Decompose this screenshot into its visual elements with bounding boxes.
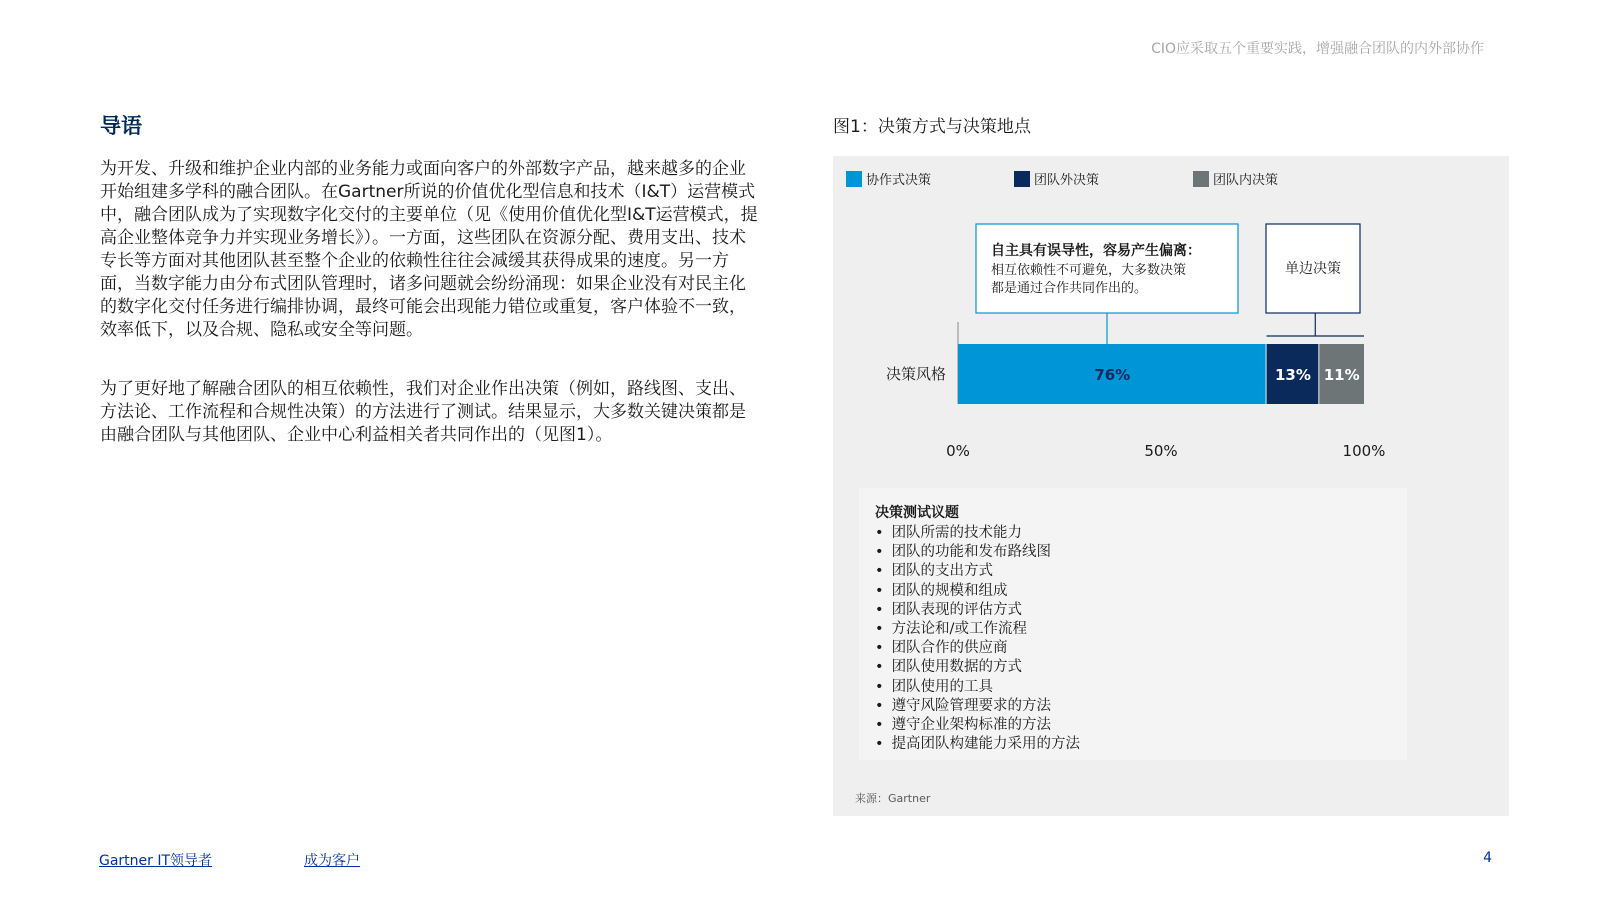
legend-swatch (846, 171, 862, 187)
annotation-text: 单边决策 (1285, 261, 1341, 277)
footer-link-gartner-it-leaders[interactable]: Gartner IT领导者 (99, 853, 213, 869)
topic-item: • 遵守风险管理要求的方法 (875, 697, 1080, 716)
page-number: 4 (1483, 850, 1492, 866)
topic-item: • 团队表现的评估方式 (875, 601, 1080, 620)
x-tick-label: 0% (946, 442, 970, 460)
topic-item: • 团队使用数据的方式 (875, 658, 1080, 677)
bar-data-label: 76% (1094, 366, 1131, 384)
topic-item: • 团队的功能和发布路线图 (875, 543, 1080, 562)
topic-item: • 团队使用的工具 (875, 678, 1080, 697)
document-header-title: CIO应采取五个重要实践，增强融合团队的内外部协作 (1151, 41, 1484, 57)
legend-swatch (1014, 171, 1030, 187)
intro-paragraph-1: 为开发、升级和维护企业内部的业务能力或面向客户的外部数字产品，越来越多的企业开始组建多学科的融合团队。在Gartner所说的价值优化型信息和技术（I&T）运营模式中，融合团队成为了实现数字化交付的主要单位（见《使用价值优化型I&T运营模式，提高企业整体竞争力并实现业务增长》）。一方面，这些团队在资源分配、费用支出、技术专长等方面对其他团队甚至整个企业的依赖性往往会减缓其获得成果的速度。另一方面，当数字能力由分布式团队管理时，诸多问题就会纷纷涌现：如果企业没有对民主化的数字化交付任务进行编排协调，最终可能会出现能力错位或重复，客户体验不一致，效率低下，以及合规、隐私或安全等问题。 (100, 159, 758, 340)
annotation-text: 都是通过合作共同作出的。 (991, 281, 1148, 296)
bar-data-label: 13% (1274, 366, 1311, 384)
footer-link-become-client[interactable]: 成为客户 (304, 853, 360, 869)
bar-data-label: 11% (1323, 366, 1360, 384)
intro-paragraph-2: 为了更好地了解融合团队的相互依赖性，我们对企业作出决策（例如，路线图、支出、方法论、工作流程和合规性决策）的方法进行了测试。结果显示，大多数关键决策都是由融合团队与其他团队、企业中心利益相关者共同作出的（见图1）。 (100, 379, 746, 445)
topics-title: 决策测试议题 (875, 505, 959, 521)
legend-label: 团队外决策 (1034, 173, 1100, 188)
topic-item: • 团队的支出方式 (875, 562, 1080, 581)
section-heading: 导语 (100, 114, 142, 138)
decision-topics-box (859, 488, 1407, 760)
figure-source: 来源：Gartner (855, 792, 931, 805)
x-tick-label: 100% (1342, 442, 1386, 460)
figure-title: 图1：决策方式与决策地点 (833, 117, 1031, 137)
topic-item: • 遵守企业架构标准的方法 (875, 716, 1080, 735)
legend-label: 团队内决策 (1213, 173, 1279, 188)
topics-list (875, 524, 1080, 754)
topic-item: • 团队合作的供应商 (875, 639, 1080, 658)
x-tick-label: 50% (1144, 442, 1178, 460)
figure-panel (833, 156, 1509, 816)
topic-item: • 团队的规模和组成 (875, 582, 1080, 601)
annotation-title: 自主具有误导性，容易产生偏离： (991, 243, 1201, 259)
category-label: 决策风格 (885, 365, 946, 383)
topic-item: • 提高团队构建能力采用的方法 (875, 735, 1080, 754)
legend-label: 协作式决策 (866, 173, 932, 188)
legend-swatch (1193, 171, 1209, 187)
annotation-text: 相互依赖性不可避免，大多数决策 (991, 263, 1187, 278)
topic-item: • 方法论和/或工作流程 (875, 620, 1080, 639)
topic-item: • 团队所需的技术能力 (875, 524, 1080, 543)
stacked-bar-chart (833, 156, 1509, 486)
